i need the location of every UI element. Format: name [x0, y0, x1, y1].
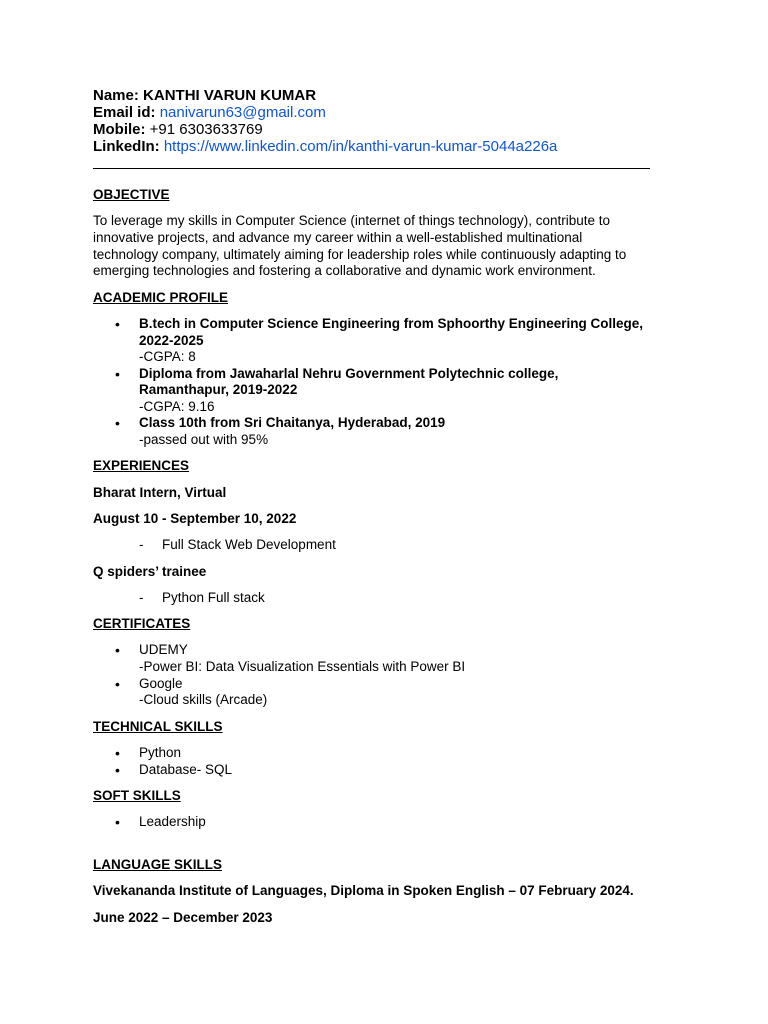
linkedin-label: LinkedIn: — [93, 138, 160, 155]
soft-skills-heading: SOFT SKILLS — [93, 788, 181, 803]
academic-class10-line1: Class 10th from Sri Chaitanya, Hyderabad, 2019 — [139, 415, 446, 430]
mobile-label: Mobile: — [93, 121, 146, 138]
experience-role-1: Full Stack Web Development — [162, 537, 336, 552]
bullet-icon: • — [115, 745, 120, 761]
bullet-icon: • — [115, 814, 120, 830]
objective-line-4: emerging technologies and fostering a collaborative and dynamic work environment. — [93, 263, 596, 278]
academic-heading: ACADEMIC PROFILE — [93, 290, 228, 305]
objective-heading: OBJECTIVE — [93, 187, 170, 202]
technical-skills-heading: TECHNICAL SKILLS — [93, 719, 223, 734]
dash-icon: - — [139, 590, 144, 605]
header-divider — [93, 168, 650, 169]
mobile-line — [93, 121, 263, 138]
linkedin-link[interactable]: https://www.linkedin.com/in/kanthi-varun-kumar-5044a226a — [163, 138, 558, 155]
certificate-udemy: UDEMY — [139, 642, 188, 657]
language-institute: Vivekananda Institute of Languages, Diploma in Spoken English – 07 February 2024. — [93, 883, 634, 898]
mobile-number: +91 6303633769 — [149, 121, 263, 138]
academic-diploma-line2: Ramanthapur, 2019-2022 — [139, 382, 298, 397]
academic-btech-line2: 2022-2025 — [139, 333, 204, 348]
email-label: Email id: — [93, 104, 156, 121]
certificate-udemy-detail: -Power BI: Data Visualization Essentials with Power BI — [139, 659, 466, 674]
objective-line-1: To leverage my skills in Computer Science (internet of things technology), contribute to — [93, 213, 611, 228]
experiences-heading: EXPERIENCES — [93, 458, 190, 473]
candidate-name: KANTHI VARUN KUMAR — [143, 87, 317, 104]
technical-skill-python: Python — [139, 745, 182, 760]
language-dates: June 2022 – December 2023 — [93, 910, 273, 925]
experience-dates: August 10 - September 10, 2022 — [93, 511, 297, 526]
linkedin-line — [93, 138, 557, 155]
bullet-icon: • — [115, 415, 120, 431]
bullet-icon: • — [115, 316, 120, 332]
academic-diploma-line1: Diploma from Jawaharlal Nehru Government Polytechnic college, — [139, 366, 559, 381]
certificate-google: Google — [139, 676, 183, 691]
bullet-icon: • — [115, 762, 120, 778]
objective-line-3: technology company, ultimately aiming for leadership roles while continuously adapting to — [93, 247, 627, 262]
dash-icon: - — [139, 537, 144, 552]
name-line — [93, 87, 316, 104]
bullet-icon: • — [115, 676, 120, 692]
bullet-icon: • — [115, 642, 120, 658]
objective-line-2: innovative projects, and advance my career within a well-established multinational — [93, 230, 583, 245]
name-label: Name: — [93, 87, 139, 104]
bullet-icon: • — [115, 366, 120, 382]
experience-role-2: Python Full stack — [162, 590, 265, 605]
email-link[interactable]: nanivarun63@gmail.com — [159, 104, 326, 121]
certificates-heading: CERTIFICATES — [93, 616, 191, 631]
experience-trainee: Q spiders’ trainee — [93, 564, 207, 579]
soft-skill-leadership: Leadership — [139, 814, 206, 829]
academic-diploma-detail: -CGPA: 9.16 — [139, 399, 215, 414]
technical-skill-sql: Database- SQL — [139, 762, 233, 777]
academic-btech-detail: -CGPA: 8 — [139, 349, 196, 364]
experience-company: Bharat Intern, Virtual — [93, 485, 227, 500]
certificate-google-detail: -Cloud skills (Arcade) — [139, 692, 268, 707]
language-skills-heading: LANGUAGE SKILLS — [93, 857, 223, 872]
email-line — [93, 104, 326, 121]
academic-class10-detail: -passed out with 95% — [139, 432, 269, 447]
academic-btech-line1: B.tech in Computer Science Engineering from Sphoorthy Engineering College, — [139, 316, 644, 331]
